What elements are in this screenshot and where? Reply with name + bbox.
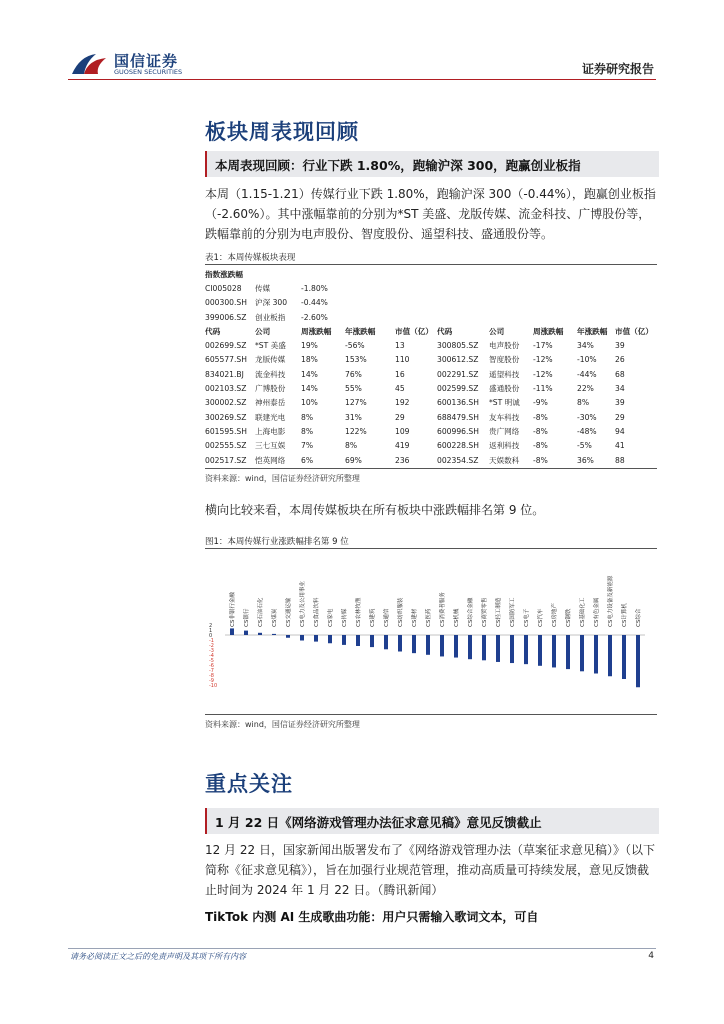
table-bottom-rule xyxy=(205,468,657,469)
table-cell: 广博股份 xyxy=(255,384,286,394)
bar xyxy=(412,635,416,653)
table-cell: 22% xyxy=(577,384,594,394)
y-tick-label: -10 xyxy=(209,683,218,689)
table-cell: 300269.SZ xyxy=(205,412,247,422)
table-cell: 688479.SH xyxy=(437,412,479,422)
bar xyxy=(524,635,528,664)
category-label: CS国防军工 xyxy=(510,597,516,627)
table-cell: 45 xyxy=(395,384,405,394)
table-caption: 表1：本周传媒板块表现 xyxy=(205,253,296,263)
index-header-row xyxy=(205,267,657,281)
category-label: CS纺织服装 xyxy=(398,597,404,627)
table-cell: 29 xyxy=(395,412,405,422)
table-cell: 19% xyxy=(301,341,318,351)
figure-bottom-rule xyxy=(205,714,657,715)
table-cell: 192 xyxy=(395,398,410,408)
sector-table xyxy=(205,267,657,467)
logo-mark-icon xyxy=(70,50,110,78)
table-cell: -10% xyxy=(577,355,597,365)
table-cell: -8% xyxy=(533,426,548,436)
category-label: CS传媒 xyxy=(342,608,348,627)
table-cell: 三七互娱 xyxy=(255,441,286,451)
table-cell: -9% xyxy=(533,398,548,408)
category-label: CS机械 xyxy=(454,608,460,627)
bar xyxy=(622,635,626,679)
bar xyxy=(356,635,360,646)
category-label: CS食品饮料 xyxy=(314,597,320,627)
bar xyxy=(440,635,444,656)
column-header: 年涨跌幅 xyxy=(577,326,608,336)
table-cell: 贵广网络 xyxy=(489,426,520,436)
table-row xyxy=(205,367,657,381)
category-label: CS通信 xyxy=(384,608,390,627)
table-cell: 31% xyxy=(345,412,362,422)
table-cell: 8% xyxy=(345,441,358,451)
bar xyxy=(342,635,346,645)
table-cell: -56% xyxy=(345,341,365,351)
table-cell: -5% xyxy=(577,441,592,451)
y-tick-label: 1 xyxy=(209,628,213,634)
table-cell: 002354.SZ xyxy=(437,455,479,465)
table-cell: -8% xyxy=(533,455,548,465)
y-tick-label: 2 xyxy=(209,623,213,629)
table-cell: *ST 美盛 xyxy=(255,341,286,351)
compare-paragraph xyxy=(205,500,659,520)
bar xyxy=(496,635,500,662)
bar xyxy=(510,635,514,663)
next-heading: TikTok 内测 AI 生成歌曲功能：用户只需输入歌词文本，可自 xyxy=(205,910,539,924)
table-cell: 10% xyxy=(301,398,318,408)
bar xyxy=(538,635,542,666)
table-cell: -44% xyxy=(577,369,597,379)
focus-body: 12 月 22 日，国家新闻出版署发布了《网络游戏管理办法（草案征求意见稿）》（以下简称《征求意见稿》），旨在加强行业规范管理，推动高质量可持续发展，意见反馈截止时间为 2024 年 1 月 22 日。（腾讯新闻） xyxy=(205,843,655,897)
category-label: CS非银行金融 xyxy=(230,592,236,627)
table-cell: 14% xyxy=(301,384,318,394)
y-tick-label: -4 xyxy=(209,653,214,659)
category-label: CS煤炭 xyxy=(272,608,278,627)
table-cell: -12% xyxy=(533,355,553,365)
table-top-rule xyxy=(205,264,657,265)
column-header: 周涨跌幅 xyxy=(301,326,332,336)
bar xyxy=(566,635,570,669)
bar xyxy=(454,635,458,658)
table-cell: 34% xyxy=(577,341,594,351)
column-header: 公司 xyxy=(489,326,505,336)
table-cell: 153% xyxy=(345,355,367,365)
table-cell: 94 xyxy=(615,426,625,436)
subtitle-bar-review xyxy=(205,151,659,177)
table-cell: 流金科技 xyxy=(255,369,286,379)
y-tick-label: -8 xyxy=(209,673,214,679)
table-cell: 002103.SZ xyxy=(205,384,247,394)
table-cell: *ST 明诚 xyxy=(489,398,520,408)
table-cell: 601595.SH xyxy=(205,426,247,436)
y-tick-label: -6 xyxy=(209,663,214,669)
bar xyxy=(314,635,318,642)
category-label: CS建筑 xyxy=(370,608,376,627)
y-tick-label: -1 xyxy=(209,638,214,644)
category-label: CS农林牧渔 xyxy=(356,597,362,627)
table-cell: -11% xyxy=(533,384,553,394)
table-cell: 29 xyxy=(615,412,625,422)
sector-ranking-chart xyxy=(205,555,657,715)
table-row xyxy=(205,396,657,410)
report-type: 证券研究报告 xyxy=(581,62,654,76)
column-header: 市值（亿） xyxy=(395,326,433,336)
table-row xyxy=(205,410,657,424)
bar xyxy=(482,635,486,660)
table-row xyxy=(205,338,657,352)
bar xyxy=(328,635,332,643)
category-label: CS商贸零售 xyxy=(482,597,488,627)
category-label: CS有色金属 xyxy=(594,597,600,627)
index-row xyxy=(205,296,657,310)
table-cell: 恺英网络 xyxy=(255,455,286,465)
subtitle-focus: 1 月 22 日《网络游戏管理办法征求意见稿》意见反馈截止 xyxy=(215,815,542,830)
table-cell: 智度股份 xyxy=(489,355,520,365)
page-number: 4 xyxy=(648,951,654,961)
bar xyxy=(398,635,402,652)
category-label: CS电力设备及新能源 xyxy=(608,575,614,627)
bar xyxy=(244,631,248,635)
table-cell: 002555.SZ xyxy=(205,441,247,451)
category-label: CS汽车 xyxy=(538,608,544,627)
bar xyxy=(384,635,388,649)
index-change: -1.80% xyxy=(301,283,328,293)
table-cell: 39 xyxy=(615,341,625,351)
table-cell: 14% xyxy=(301,369,318,379)
column-header: 代码 xyxy=(437,326,453,336)
table-row xyxy=(205,453,657,467)
category-label: CS交通运输 xyxy=(286,597,292,627)
table-row xyxy=(205,439,657,453)
guosen-logo xyxy=(70,50,270,78)
bar xyxy=(426,635,430,655)
table-source: 资料来源：wind，国信证券经济研究所整理 xyxy=(205,474,360,483)
category-label: CS银行 xyxy=(244,608,250,627)
table-cell: 18% xyxy=(301,355,318,365)
table-cell: 300805.SZ xyxy=(437,341,479,351)
category-label: CS消费者服务 xyxy=(440,592,446,627)
figure-top-rule xyxy=(205,548,657,549)
y-tick-label: -5 xyxy=(209,658,214,664)
review-paragraph xyxy=(205,184,659,244)
bar xyxy=(636,635,640,687)
index-change: -0.44% xyxy=(301,298,328,308)
category-label: CS综合金融 xyxy=(468,597,474,627)
table-cell: 110 xyxy=(395,355,410,365)
table-cell: 龙版传媒 xyxy=(255,355,286,365)
category-label: CS计算机 xyxy=(622,603,628,627)
figure-source: 资料来源：wind，国信证券经济研究所整理 xyxy=(205,720,360,729)
column-header: 市值（亿） xyxy=(615,326,653,336)
bar xyxy=(230,628,234,635)
table-cell: 76% xyxy=(345,369,362,379)
table-cell: 236 xyxy=(395,455,410,465)
bar xyxy=(258,633,262,635)
index-code: CI005028 xyxy=(205,283,242,293)
footer-disclaimer: 请务必阅读正文之后的免责声明及其项下所有内容 xyxy=(70,952,246,961)
table-cell: 600136.SH xyxy=(437,398,479,408)
y-tick-label: -3 xyxy=(209,648,214,654)
table-cell: -48% xyxy=(577,426,597,436)
category-label: CS钢铁 xyxy=(566,608,572,627)
table-cell: 419 xyxy=(395,441,410,451)
category-label: CS家电 xyxy=(328,608,334,627)
index-change: -2.60% xyxy=(301,312,328,322)
category-label: CS基础化工 xyxy=(580,597,586,627)
y-tick-label: -2 xyxy=(209,643,214,649)
table-cell: -17% xyxy=(533,341,553,351)
table-cell: 109 xyxy=(395,426,410,436)
table-cell: -8% xyxy=(533,412,548,422)
table-cell: 300002.SZ xyxy=(205,398,247,408)
table-cell: -8% xyxy=(533,441,548,451)
table-cell: 13 xyxy=(395,341,405,351)
table-cell: 002699.SZ xyxy=(205,341,247,351)
table-cell: 300612.SZ xyxy=(437,355,479,365)
category-label: CS建材 xyxy=(412,608,418,627)
table-cell: 39 xyxy=(615,398,625,408)
table-cell: 41 xyxy=(615,441,625,451)
table-cell: 002291.SZ xyxy=(437,369,479,379)
bar xyxy=(300,635,304,641)
table-cell: 遥望科技 xyxy=(489,369,520,379)
footer-rule xyxy=(68,948,656,949)
table-cell: 8% xyxy=(301,426,314,436)
table-cell: 122% xyxy=(345,426,367,436)
bar xyxy=(608,635,612,676)
table-cell: 002517.SZ xyxy=(205,455,247,465)
table-cell: 盛通股份 xyxy=(489,384,520,394)
section-title-review: 板块周表现回顾 xyxy=(205,120,359,144)
category-label: CS房地产 xyxy=(552,603,558,627)
section-title-focus: 重点关注 xyxy=(205,772,293,796)
table-cell: 8% xyxy=(577,398,590,408)
table-row xyxy=(205,353,657,367)
category-label: CS电力及公用事业 xyxy=(300,581,306,627)
table-row xyxy=(205,381,657,395)
index-name: 沪深 300 xyxy=(255,298,288,308)
table-cell: 36% xyxy=(577,455,594,465)
table-cell: 002599.SZ xyxy=(437,384,479,394)
table-cell: 返利科技 xyxy=(489,441,520,451)
table-cell: 600228.SH xyxy=(437,441,479,451)
subtitle-review: 本周表现回顾：行业下跌 1.80%，跑输沪深 300，跑赢创业板指 xyxy=(215,158,581,173)
table-cell: 26 xyxy=(615,355,625,365)
table-cell: 电声股份 xyxy=(489,341,520,351)
table-cell: 天娱数科 xyxy=(489,455,520,465)
column-header: 公司 xyxy=(255,326,271,336)
table-cell: 16 xyxy=(395,369,405,379)
column-header: 年涨跌幅 xyxy=(345,326,376,336)
table-cell: 34 xyxy=(615,384,625,394)
table-cell: 600996.SH xyxy=(437,426,479,436)
bar xyxy=(580,635,584,671)
table-cell: 127% xyxy=(345,398,367,408)
review-body: 本周（1.15-1.21）传媒行业下跌 1.80%，跑输沪深 300（-0.44%），跑赢创业板指（-2.60%）。其中涨幅靠前的分别为*ST 美盛、龙版传媒、流金科技、广博股份等，跌幅靠前的分别为电声股份、智度股份、遥望科技、盛通股份等。 xyxy=(205,187,656,241)
table-cell: -30% xyxy=(577,412,597,422)
figure-caption: 图1：本周传媒行业涨跌幅排名第 9 位 xyxy=(205,537,349,547)
bar xyxy=(370,635,374,647)
column-header: 周涨跌幅 xyxy=(533,326,564,336)
table-cell: -12% xyxy=(533,369,553,379)
table-cell: 上海电影 xyxy=(255,426,286,436)
table-cell: 8% xyxy=(301,412,314,422)
logo-text-en: GUOSEN SECURITIES xyxy=(114,68,183,76)
index-header: 指数涨跌幅 xyxy=(205,269,243,279)
category-label: CS石油石化 xyxy=(258,597,264,627)
focus-paragraph xyxy=(205,840,659,900)
table-cell: 联建光电 xyxy=(255,412,286,422)
logo-text-cn: 国信证券 xyxy=(114,52,179,70)
y-tick-label: -9 xyxy=(209,678,214,684)
table-row xyxy=(205,424,657,438)
category-label: CS轻工制造 xyxy=(496,597,502,627)
index-row xyxy=(205,310,657,324)
table-cell: 88 xyxy=(615,455,625,465)
index-code: 000300.SH xyxy=(205,298,247,308)
table-header-row xyxy=(205,324,657,338)
category-label: CS综合 xyxy=(636,608,642,627)
bar xyxy=(594,635,598,674)
y-tick-label: -7 xyxy=(209,668,214,674)
subtitle-bar-focus xyxy=(205,808,659,834)
table-cell: 6% xyxy=(301,455,314,465)
compare-text: 横向比较来看，本周传媒板块在所有板块中涨跌幅排名第 9 位。 xyxy=(205,503,545,517)
category-label: CS医药 xyxy=(426,608,432,627)
table-cell: 69% xyxy=(345,455,362,465)
column-header: 代码 xyxy=(205,326,221,336)
table-cell: 友车科技 xyxy=(489,412,520,422)
table-cell: 神州泰岳 xyxy=(255,398,286,408)
index-row xyxy=(205,281,657,295)
index-name: 传媒 xyxy=(255,283,271,293)
y-tick-label: 0 xyxy=(209,633,213,639)
index-code: 399006.SZ xyxy=(205,312,247,322)
table-cell: 7% xyxy=(301,441,314,451)
bar xyxy=(286,635,290,638)
table-cell: 55% xyxy=(345,384,362,394)
category-label: CS电子 xyxy=(524,608,530,627)
bar xyxy=(468,635,472,659)
table-cell: 605577.SH xyxy=(205,355,247,365)
bar xyxy=(272,634,276,635)
table-cell: 834021.BJ xyxy=(205,369,244,379)
bar xyxy=(552,635,556,667)
table-cell: 68 xyxy=(615,369,625,379)
header-rule xyxy=(68,79,656,80)
index-name: 创业板指 xyxy=(255,312,286,322)
